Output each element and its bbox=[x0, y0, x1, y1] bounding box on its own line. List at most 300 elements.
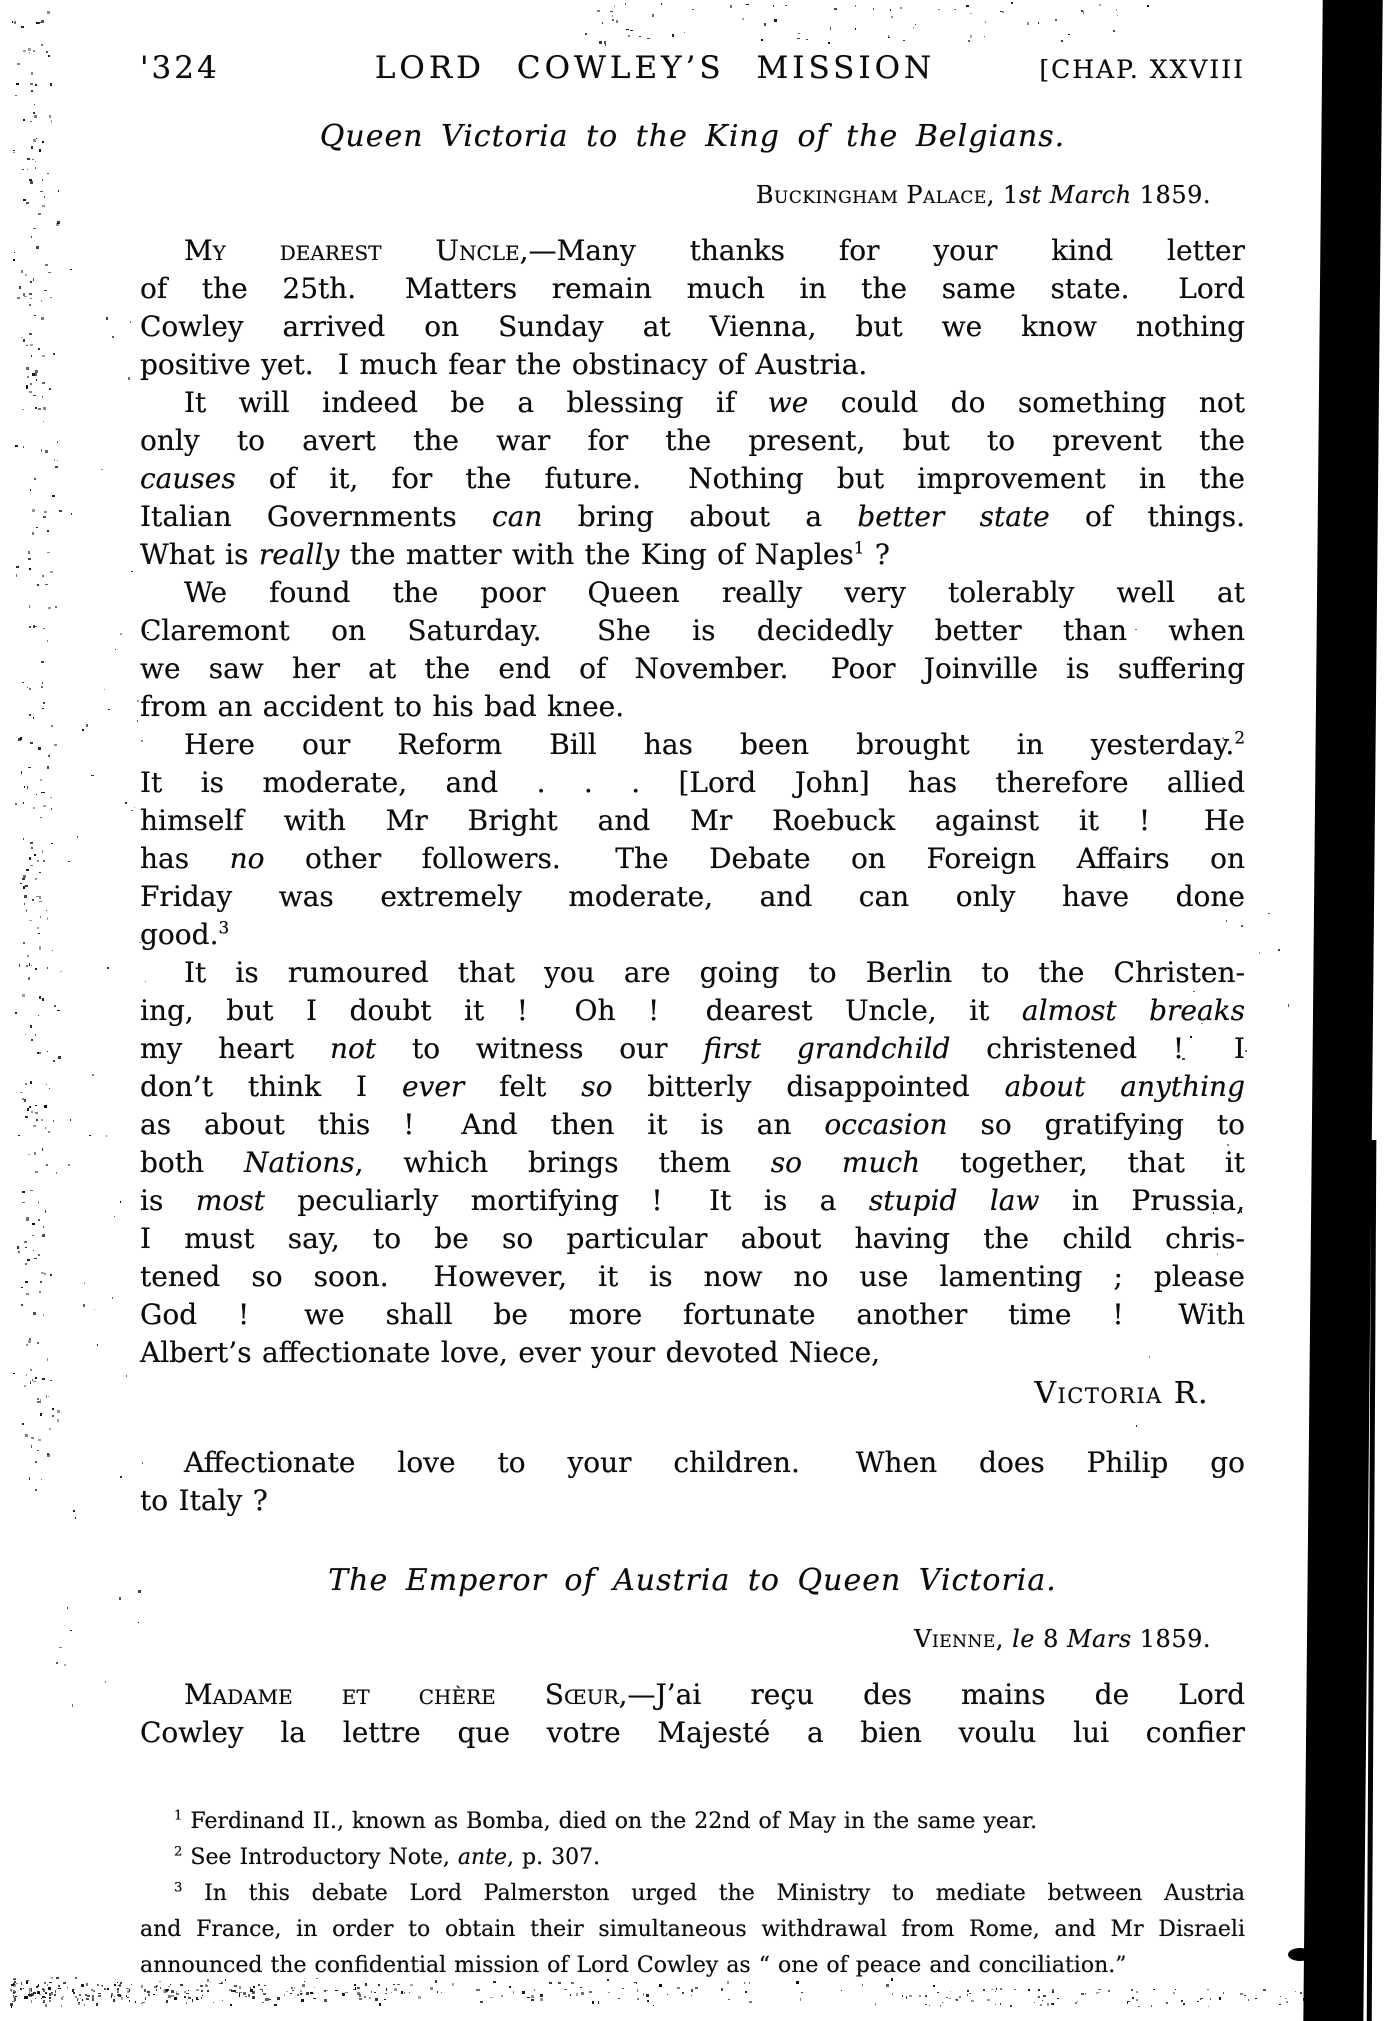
noise-dot bbox=[42, 382, 45, 383]
noise-dot bbox=[968, 40, 971, 42]
noise-dot bbox=[101, 1985, 103, 1986]
noise-dot bbox=[1011, 2, 1013, 4]
noise-dot bbox=[13, 1992, 15, 1993]
noise-dot bbox=[29, 1106, 31, 1109]
noise-dot bbox=[1208, 2006, 1209, 2007]
noise-dot bbox=[540, 1994, 543, 1997]
noise-dot bbox=[48, 755, 50, 757]
noise-dot bbox=[647, 2000, 649, 2002]
noise-dot bbox=[1040, 2004, 1042, 2006]
text-line bbox=[140, 270, 1245, 308]
footnote-line bbox=[140, 1840, 1245, 1876]
noise-dot bbox=[51, 120, 52, 123]
noise-dot bbox=[26, 1293, 29, 1296]
noise-dot bbox=[527, 1997, 530, 1999]
noise-dot bbox=[1132, 1997, 1133, 1998]
noise-dot bbox=[30, 344, 33, 347]
noise-dot bbox=[30, 742, 33, 744]
noise-dot bbox=[31, 2000, 32, 2003]
noise-dot bbox=[68, 861, 70, 863]
noise-dot bbox=[29, 179, 32, 181]
noise-dot bbox=[26, 385, 28, 388]
noise-dot bbox=[84, 2004, 85, 2006]
noise-dot bbox=[24, 786, 25, 788]
noise-dot bbox=[1038, 1989, 1040, 1991]
noise-dot bbox=[37, 1401, 40, 1402]
noise-dot bbox=[192, 1999, 193, 2002]
text-run: of it, for the future. Nothing but improvement in the bbox=[235, 462, 1245, 495]
noise-dot bbox=[969, 1993, 971, 1994]
noise-dot bbox=[987, 1999, 989, 2001]
noise-dot bbox=[677, 1987, 680, 1989]
noise-dot bbox=[51, 1993, 53, 1994]
text-line bbox=[140, 346, 1245, 384]
noise-dot bbox=[41, 1119, 43, 1121]
noise-dot bbox=[375, 1998, 378, 2001]
noise-dot bbox=[176, 1993, 178, 1995]
noise-dot bbox=[378, 1984, 380, 1987]
noise-dot bbox=[43, 516, 46, 518]
noise-dot bbox=[57, 221, 60, 224]
noise-dot bbox=[47, 766, 49, 769]
noise-dot bbox=[476, 1989, 479, 1991]
text-run: only to avert the war for the present, but to prevent the bbox=[140, 424, 1245, 457]
noise-dot bbox=[54, 459, 56, 462]
noise-dot bbox=[970, 13, 971, 14]
noise-dot bbox=[207, 1990, 209, 1992]
noise-dot bbox=[1043, 1995, 1045, 1997]
noise-dot bbox=[82, 729, 84, 731]
noise-dot bbox=[306, 1992, 309, 1995]
noise-dot bbox=[34, 1152, 36, 1155]
noise-dot bbox=[26, 1374, 28, 1376]
text-run: 1859. bbox=[1131, 1625, 1211, 1653]
noise-dot bbox=[54, 1994, 56, 1996]
noise-dot bbox=[985, 21, 986, 23]
noise-dot bbox=[42, 1378, 45, 1380]
noise-dot bbox=[942, 2002, 944, 2004]
noise-dot bbox=[27, 169, 28, 170]
noise-dot bbox=[1223, 1992, 1225, 1993]
noise-dot bbox=[1245, 1050, 1246, 1052]
noise-dot bbox=[828, 42, 829, 43]
noise-dot bbox=[1068, 34, 1070, 35]
noise-dot bbox=[51, 725, 53, 727]
noise-dot bbox=[52, 1415, 53, 1417]
noise-dot bbox=[29, 52, 30, 53]
noise-dot bbox=[1285, 1998, 1287, 1999]
noise-dot bbox=[628, 35, 629, 37]
noise-dot bbox=[1034, 2002, 1036, 2003]
noise-dot bbox=[107, 967, 109, 969]
noise-dot bbox=[1002, 11, 1004, 13]
noise-dot bbox=[301, 1999, 303, 2002]
footnotes bbox=[140, 1804, 1245, 1984]
noise-dot bbox=[29, 605, 30, 607]
noise-dot bbox=[391, 1992, 392, 1993]
noise-dot bbox=[25, 1434, 28, 1437]
noise-dot bbox=[21, 1287, 23, 1288]
italic-text: can bbox=[492, 500, 543, 533]
text-run: to witness our bbox=[376, 1032, 704, 1065]
italic-text: so much bbox=[770, 1146, 921, 1179]
noise-dot bbox=[1201, 1998, 1203, 1999]
noise-dot bbox=[53, 1060, 55, 1061]
noise-dot bbox=[117, 1982, 118, 1984]
noise-dot bbox=[371, 1991, 372, 1993]
noise-dot bbox=[166, 1989, 168, 1991]
noise-dot bbox=[47, 173, 50, 174]
noise-dot bbox=[1244, 1995, 1245, 1997]
noise-dot bbox=[44, 1105, 47, 1108]
noise-dot bbox=[950, 1991, 952, 1992]
noise-dot bbox=[684, 32, 686, 34]
noise-dot bbox=[667, 1994, 668, 1995]
noise-dot bbox=[186, 1993, 188, 1994]
noise-dot bbox=[841, 1990, 842, 1991]
noise-dot bbox=[156, 1985, 159, 1986]
noise-dot bbox=[39, 896, 41, 898]
noise-dot bbox=[41, 1998, 42, 2000]
noise-dot bbox=[1038, 22, 1039, 24]
scan-gutter-notch bbox=[1288, 1948, 1312, 1961]
text-run: in Prussia, bbox=[1039, 1184, 1245, 1217]
noise-dot bbox=[31, 847, 33, 850]
noise-dot bbox=[955, 1999, 957, 2000]
noise-dot bbox=[25, 1281, 28, 1283]
noise-dot bbox=[70, 269, 73, 270]
noise-dot bbox=[43, 1314, 44, 1316]
letter-heading: The Emperor of Austria to Queen Victoria. bbox=[328, 1563, 1057, 1598]
noise-dot bbox=[113, 1999, 115, 2002]
noise-dot bbox=[120, 1476, 122, 1478]
noise-dot bbox=[50, 797, 52, 798]
noise-dot bbox=[1153, 1989, 1154, 1990]
noise-dot bbox=[28, 558, 31, 559]
footnote-line bbox=[140, 1912, 1245, 1948]
noise-dot bbox=[22, 409, 24, 410]
noise-dot bbox=[36, 379, 37, 381]
text-line bbox=[140, 726, 1245, 764]
noise-dot bbox=[441, 1992, 442, 1994]
noise-dot bbox=[806, 39, 808, 40]
noise-dot bbox=[394, 1988, 397, 1990]
noise-dot bbox=[12, 21, 14, 22]
noise-dot bbox=[29, 920, 32, 921]
footnote-reference: 1 bbox=[174, 1808, 183, 1824]
noise-dot bbox=[966, 5, 969, 7]
noise-dot bbox=[94, 1309, 95, 1310]
noise-dot bbox=[379, 2003, 381, 2006]
noise-dot bbox=[1136, 1991, 1138, 1993]
noise-dot bbox=[1108, 1990, 1110, 1992]
letter-body bbox=[140, 232, 1245, 1372]
noise-dot bbox=[37, 584, 39, 586]
noise-dot bbox=[234, 1985, 237, 1987]
noise-dot bbox=[171, 1995, 174, 1997]
noise-dot bbox=[16, 566, 18, 568]
noise-dot bbox=[58, 1988, 61, 1989]
noise-dot bbox=[202, 1995, 204, 1996]
noise-dot bbox=[1288, 1004, 1289, 1006]
footnote-line bbox=[140, 1804, 1245, 1840]
noise-dot bbox=[27, 158, 30, 160]
noise-dot bbox=[45, 1127, 46, 1129]
noise-dot bbox=[50, 297, 53, 299]
noise-dot bbox=[58, 1985, 59, 1987]
noise-dot bbox=[26, 202, 29, 204]
noise-dot bbox=[28, 1340, 31, 1342]
noise-dot bbox=[44, 196, 45, 197]
noise-dot bbox=[798, 33, 800, 34]
noise-dot bbox=[622, 1988, 624, 1989]
noise-dot bbox=[258, 1984, 260, 1985]
noise-dot bbox=[43, 407, 46, 410]
text-run: Friday was extremely moderate, and can only have done bbox=[140, 880, 1245, 913]
noise-dot bbox=[57, 1419, 59, 1422]
noise-dot bbox=[72, 1704, 74, 1706]
text-run: Cowley la lettre que votre Majesté a bien voulu lui confier bbox=[140, 1716, 1245, 1749]
page-number: '324 bbox=[140, 50, 220, 86]
noise-dot bbox=[57, 1410, 60, 1413]
noise-dot bbox=[42, 205, 44, 207]
noise-dot bbox=[31, 965, 32, 966]
noise-dot bbox=[1175, 1989, 1176, 1990]
noise-dot bbox=[43, 421, 45, 422]
noise-dot bbox=[40, 916, 42, 918]
noise-dot bbox=[691, 1995, 692, 1997]
footnote-reference: 2 bbox=[174, 1844, 183, 1860]
noise-dot bbox=[1052, 1991, 1054, 1993]
noise-dot bbox=[265, 1998, 268, 2001]
text-run: has bbox=[140, 842, 230, 875]
noise-dot bbox=[34, 115, 37, 118]
noise-dot bbox=[1286, 2001, 1288, 2003]
noise-dot bbox=[39, 872, 40, 873]
noise-dot bbox=[30, 1369, 32, 1371]
noise-dot bbox=[873, 8, 874, 9]
noise-dot bbox=[33, 278, 34, 281]
noise-dot bbox=[13, 1373, 15, 1374]
noise-dot bbox=[44, 290, 46, 291]
noise-dot bbox=[35, 1998, 37, 1999]
noise-dot bbox=[32, 159, 34, 161]
noise-dot bbox=[37, 860, 39, 862]
noise-dot bbox=[909, 1995, 911, 1997]
noise-dot bbox=[67, 1607, 68, 1610]
noise-dot bbox=[31, 146, 33, 149]
text-line bbox=[140, 954, 1245, 992]
noise-dot bbox=[35, 1112, 38, 1114]
noise-dot bbox=[120, 633, 122, 635]
noise-dot bbox=[30, 1381, 31, 1384]
noise-dot bbox=[13, 1995, 14, 1996]
noise-dot bbox=[105, 1681, 106, 1683]
letter-paragraph bbox=[140, 954, 1245, 1372]
noise-dot bbox=[188, 1990, 190, 1991]
noise-dot bbox=[749, 2001, 752, 2003]
noise-dot bbox=[25, 1034, 26, 1035]
noise-dot bbox=[1166, 2002, 1167, 2004]
text-line bbox=[140, 1106, 1245, 1144]
noise-dot bbox=[200, 1985, 203, 1986]
noise-dot bbox=[1197, 2001, 1199, 2002]
noise-dot bbox=[25, 1083, 27, 1085]
noise-dot bbox=[925, 2004, 926, 2005]
noise-dot bbox=[44, 1982, 46, 1984]
noise-dot bbox=[18, 738, 20, 741]
noise-dot bbox=[605, 44, 607, 46]
noise-dot bbox=[385, 1993, 386, 1995]
noise-dot bbox=[598, 2001, 599, 2004]
noise-dot bbox=[855, 28, 856, 30]
noise-dot bbox=[995, 2004, 996, 2006]
text-run: the matter with the King of Naples bbox=[339, 538, 854, 571]
noise-dot bbox=[243, 1992, 245, 1995]
text-run: ing, but I doubt it ! Oh ! dearest Uncle, it bbox=[140, 994, 1022, 1027]
noise-dot bbox=[35, 878, 37, 879]
noise-dot bbox=[117, 1990, 120, 1992]
noise-dot bbox=[45, 2004, 47, 2007]
noise-dot bbox=[41, 20, 44, 23]
noise-dot bbox=[1295, 1991, 1297, 1992]
noise-dot bbox=[570, 1994, 571, 1996]
noise-dot bbox=[800, 1998, 802, 2001]
noise-dot bbox=[26, 1980, 29, 1981]
page-content bbox=[140, 118, 1245, 1984]
letter-heading: Queen Victoria to the King of the Belgians. bbox=[319, 119, 1066, 154]
noise-dot bbox=[1098, 1992, 1100, 1993]
text-line bbox=[140, 878, 1245, 916]
noise-dot bbox=[834, 8, 836, 9]
noise-dot bbox=[121, 1997, 122, 2000]
noise-dot bbox=[1181, 2000, 1183, 2002]
noise-dot bbox=[168, 1995, 171, 1998]
noise-dot bbox=[30, 1025, 32, 1027]
small-caps-text: Buckingham Palace, bbox=[755, 181, 995, 209]
italic-text: causes bbox=[140, 462, 236, 495]
noise-dot bbox=[23, 942, 25, 945]
noise-dot bbox=[608, 1992, 610, 1994]
noise-dot bbox=[342, 1993, 345, 1995]
noise-dot bbox=[117, 1994, 120, 1996]
noise-dot bbox=[32, 509, 35, 512]
noise-dot bbox=[49, 115, 51, 118]
noise-dot bbox=[26, 1981, 28, 1984]
noise-dot bbox=[410, 1984, 413, 1986]
text-line bbox=[140, 1676, 1245, 1714]
noise-dot bbox=[274, 2004, 277, 2007]
noise-dot bbox=[189, 1997, 190, 2000]
noise-dot bbox=[126, 1995, 127, 1997]
noise-dot bbox=[297, 1994, 299, 1996]
noise-dot bbox=[430, 1987, 433, 1990]
noise-dot bbox=[1240, 1993, 1242, 1995]
noise-dot bbox=[135, 2001, 136, 2002]
noise-dot bbox=[1099, 4, 1100, 7]
noise-dot bbox=[25, 1263, 27, 1265]
text-line bbox=[140, 1444, 1245, 1482]
noise-dot bbox=[1117, 15, 1118, 16]
noise-dot bbox=[938, 9, 940, 11]
noise-dot bbox=[33, 50, 35, 53]
noise-dot bbox=[29, 568, 30, 571]
noise-dot bbox=[1207, 1989, 1209, 1990]
text-line bbox=[140, 1220, 1245, 1258]
noise-dot bbox=[52, 495, 55, 497]
noise-dot bbox=[25, 274, 27, 276]
noise-dot bbox=[1147, 5, 1150, 7]
small-caps-text: Madame et chère Sœur bbox=[184, 1678, 619, 1711]
noise-dot bbox=[130, 321, 131, 323]
noise-dot bbox=[1256, 1998, 1257, 1999]
noise-dot bbox=[1136, 1999, 1137, 2001]
noise-dot bbox=[46, 1164, 48, 1166]
noise-dot bbox=[67, 1987, 68, 1989]
noise-dot bbox=[28, 551, 30, 554]
noise-dot bbox=[48, 272, 51, 273]
noise-dot bbox=[1000, 2003, 1001, 2005]
noise-dot bbox=[23, 1988, 25, 1989]
noise-dot bbox=[409, 1992, 410, 1993]
noise-dot bbox=[44, 1273, 46, 1276]
noise-dot bbox=[27, 376, 29, 377]
noise-dot bbox=[984, 36, 985, 38]
noise-dot bbox=[29, 1338, 31, 1340]
italic-text: really bbox=[258, 538, 340, 571]
noise-dot bbox=[983, 1989, 985, 1991]
noise-dot bbox=[15, 1991, 16, 1993]
noise-dot bbox=[614, 5, 615, 7]
noise-dot bbox=[20, 1092, 23, 1093]
noise-dot bbox=[1268, 913, 1270, 915]
noise-dot bbox=[1010, 2005, 1012, 2007]
noise-dot bbox=[38, 23, 40, 24]
noise-dot bbox=[53, 353, 55, 356]
noise-dot bbox=[21, 337, 24, 339]
noise-dot bbox=[13, 1978, 15, 1980]
noise-dot bbox=[45, 450, 48, 453]
noise-dot bbox=[34, 104, 36, 105]
noise-dot bbox=[26, 367, 29, 370]
noise-dot bbox=[70, 1630, 72, 1631]
noise-dot bbox=[42, 1988, 44, 1990]
noise-dot bbox=[91, 1989, 94, 1991]
noise-dot bbox=[42, 708, 44, 709]
noise-dot bbox=[599, 41, 602, 44]
noise-dot bbox=[35, 1034, 36, 1035]
noise-dot bbox=[55, 1990, 56, 1993]
noise-dot bbox=[30, 83, 33, 85]
text-run: 1 bbox=[994, 181, 1019, 209]
noise-dot bbox=[51, 843, 53, 844]
noise-dot bbox=[1278, 949, 1280, 951]
noise-dot bbox=[1000, 1988, 1002, 1990]
noise-dot bbox=[1300, 1992, 1301, 1994]
noise-dot bbox=[117, 1988, 119, 1990]
noise-dot bbox=[32, 1223, 35, 1225]
noise-dot bbox=[967, 1994, 968, 1996]
noise-dot bbox=[46, 1084, 48, 1085]
text-run: Cowley arrived on Sunday at Vienna, but we know nothing bbox=[140, 310, 1245, 343]
noise-dot bbox=[44, 511, 47, 513]
noise-dot bbox=[730, 5, 732, 7]
noise-dot bbox=[101, 469, 103, 470]
noise-dot bbox=[38, 213, 41, 215]
noise-dot bbox=[900, 7, 901, 9]
noise-dot bbox=[1055, 19, 1057, 21]
noise-dot bbox=[25, 885, 28, 886]
